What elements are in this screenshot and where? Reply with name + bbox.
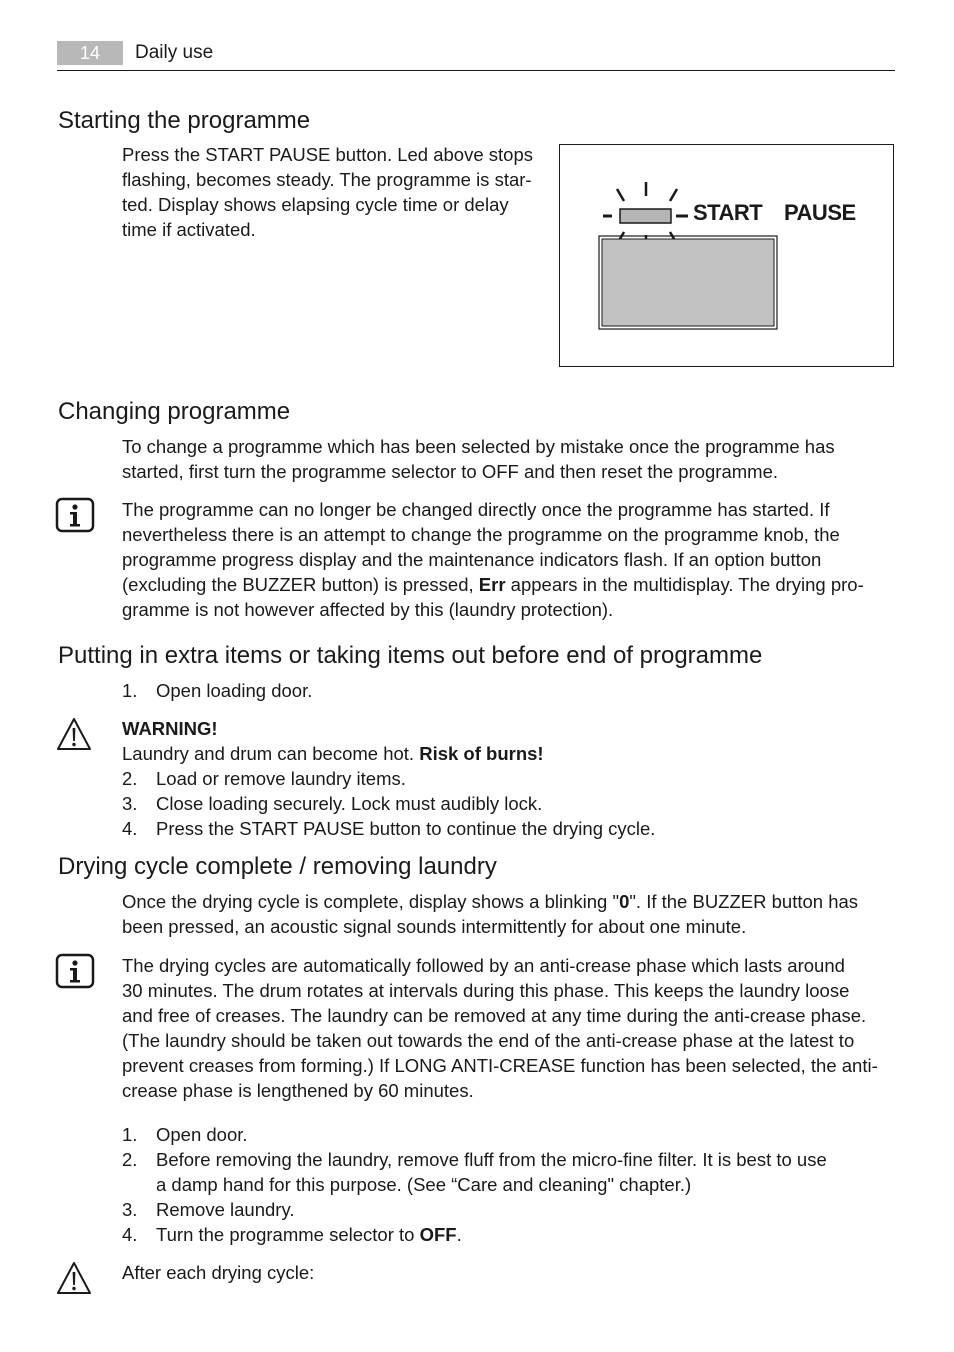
text-span: ". If the BUZZER button has	[629, 891, 859, 912]
drying-steps	[122, 1122, 897, 1247]
list-item	[122, 1122, 897, 1147]
starting-text	[122, 142, 533, 242]
text-bold: 0	[619, 891, 630, 912]
start-pause-button	[602, 239, 774, 326]
warning-block	[122, 716, 544, 766]
list-item	[122, 791, 897, 816]
text-bold: Risk of burns!	[419, 743, 544, 764]
text-line: flashing, becomes steady. The programme is star-	[122, 169, 532, 190]
list-item	[122, 766, 897, 791]
after-cycle-text: After each drying cycle:	[122, 1262, 315, 1283]
list-item	[122, 1147, 897, 1172]
step-number: 2.	[122, 768, 138, 789]
text-line: crease phase is lengthened by 60 minutes.	[122, 1080, 474, 1101]
putting-step-1	[122, 678, 897, 703]
heading-putting: Putting in extra items or taking items out before end of programme	[58, 642, 763, 669]
text-line: time if activated.	[122, 219, 256, 240]
heading-drying: Drying cycle complete / removing laundry	[58, 853, 497, 880]
drying-info-text	[122, 953, 878, 1103]
start-pause-figure	[559, 144, 894, 367]
list-item	[122, 678, 897, 703]
warning-text	[122, 741, 544, 766]
list-item	[122, 1222, 897, 1247]
text-span: Laundry and drum can become hot.	[122, 743, 420, 764]
warning-title-text: WARNING!	[122, 718, 218, 739]
text-span: Once the drying cycle is complete, display shows a blinking "	[122, 891, 620, 912]
info-icon	[55, 497, 95, 533]
text-line	[122, 572, 864, 597]
heading-starting: Starting the programme	[58, 107, 311, 134]
pause-label: PAUSE	[784, 200, 856, 225]
list-item	[122, 1197, 897, 1222]
text-line: ted. Display shows elapsing cycle time or delay	[122, 194, 509, 215]
putting-steps	[122, 766, 897, 841]
led-indicator	[620, 209, 671, 223]
text-line: Press the START PAUSE button. Led above stops	[122, 144, 533, 165]
text-line: prevent creases from forming.) If LONG ANTI-CREASE function has been selected, the anti-	[122, 1055, 878, 1076]
text-line	[122, 889, 858, 914]
text-line: The drying cycles are automatically followed by an anti-crease phase which lasts around	[122, 955, 845, 976]
list-item	[122, 1172, 897, 1197]
step-text: Load or remove laundry items.	[156, 768, 406, 789]
step-text: a damp hand for this purpose. (See “Care and cleaning" chapter.)	[156, 1174, 692, 1195]
step-number: 1.	[122, 1124, 138, 1145]
text-span: (excluding the BUZZER button) is pressed,	[122, 574, 479, 595]
step-number: 4.	[122, 818, 138, 839]
text-bold: OFF	[419, 1224, 457, 1245]
warning-icon	[55, 1260, 93, 1296]
text-line: been pressed, an acoustic signal sounds intermittently for about one minute.	[122, 916, 747, 937]
warning-icon	[55, 716, 93, 752]
drying-text	[122, 889, 858, 939]
step-text: Press the START PAUSE button to continue the drying cycle.	[156, 818, 656, 839]
warning-title	[122, 716, 544, 741]
text-line: programme progress display and the maintenance indicators flash. If an option button	[122, 549, 822, 570]
step-text: Open door.	[156, 1124, 248, 1145]
start-label: START	[693, 200, 763, 225]
info-icon	[55, 953, 95, 989]
heading-changing: Changing programme	[58, 398, 291, 425]
step-number: 3.	[122, 1199, 138, 1220]
step-number: 1.	[122, 680, 138, 701]
changing-text	[122, 434, 835, 484]
step-text: Open loading door.	[156, 680, 313, 701]
text-line: To change a programme which has been selected by mistake once the programme has	[122, 436, 835, 457]
flash-ray	[670, 189, 677, 201]
page-header	[57, 40, 895, 71]
list-item	[122, 816, 897, 841]
step-number: 4.	[122, 1224, 138, 1245]
text-span: appears in the multidisplay. The drying pro-	[505, 574, 864, 595]
changing-info-text	[122, 497, 864, 622]
step-number: 3.	[122, 793, 138, 814]
section-title: Daily use	[135, 42, 214, 63]
text-line: started, first turn the programme selector to OFF and then reset the programme.	[122, 461, 779, 482]
step-text: Close loading securely. Lock must audibly lock.	[156, 793, 543, 814]
step-text: Before removing the laundry, remove fluff from the micro-fine filter. It is best to use	[156, 1149, 827, 1170]
text-span: Turn the programme selector to	[156, 1224, 420, 1245]
text-line: (The laundry should be taken out towards the end of the anti-crease phase at the latest to	[122, 1030, 855, 1051]
text-line: and free of creases. The laundry can be removed at any time during the anti-crease phase.	[122, 1005, 867, 1026]
step-number: 2.	[122, 1149, 138, 1170]
flash-ray	[617, 189, 624, 201]
step-text	[156, 1222, 897, 1247]
text-line: gramme is not however affected by this (laundry protection).	[122, 599, 614, 620]
error-code: Err	[478, 574, 506, 595]
text-line: The programme can no longer be changed directly once the programme has started. If	[122, 499, 830, 520]
step-number	[122, 1172, 156, 1197]
start-pause-panel-illustration	[560, 145, 895, 368]
step-text: Remove laundry.	[156, 1199, 295, 1220]
text-line: nevertheless there is an attempt to change the programme on the programme knob, the	[122, 524, 840, 545]
page-number: 14	[57, 41, 123, 65]
text-span: .	[456, 1224, 462, 1245]
text-line: 30 minutes. The drum rotates at intervals during this phase. This keeps the laundry loose	[122, 980, 850, 1001]
